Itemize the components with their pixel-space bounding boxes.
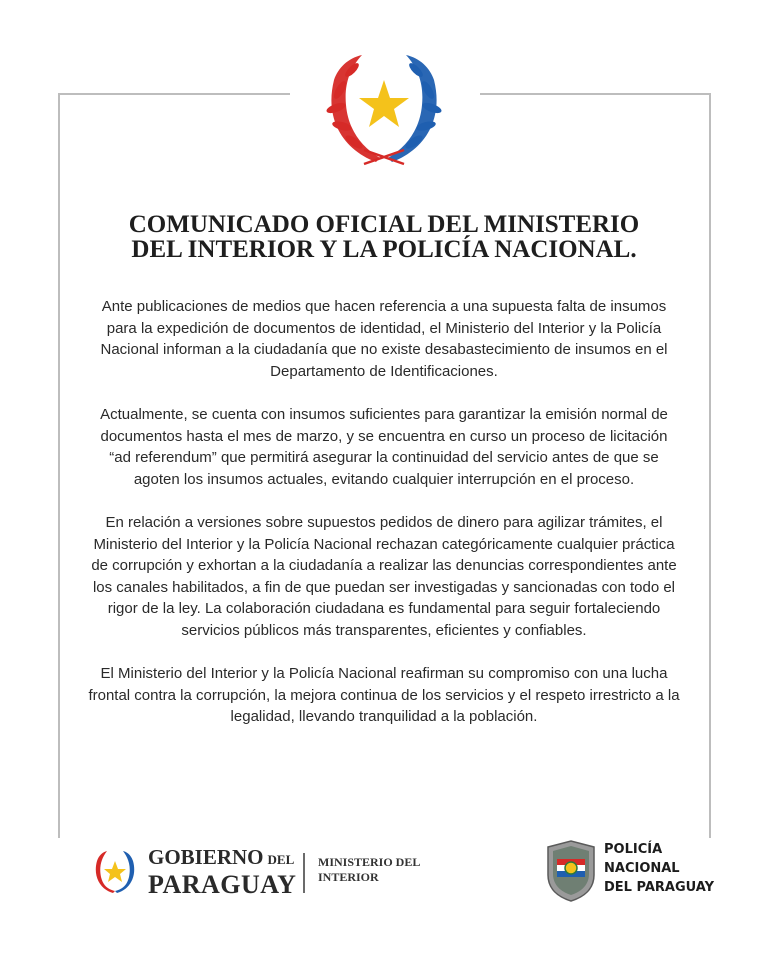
document-body bbox=[88, 296, 680, 750]
ministry-wordmark bbox=[318, 855, 420, 885]
frame-right bbox=[709, 93, 711, 838]
police-line: DEL PARAGUAY bbox=[604, 880, 715, 895]
paragraph: Actualmente, se cuenta con insumos suficientes para garantizar la emisión normal de documentos hasta el mes de marzo, y se encuentra en curso un proceso de licitación “ad referendum” que permitirá asegurar la continuidad del servicio antes de que se agoten los insumos actuales, evitando cualquier interrupción en el proceso. bbox=[100, 406, 668, 488]
policia-nacional-shield-badge-icon bbox=[544, 839, 598, 903]
paragraph: En relación a versiones sobre supuestos pedidos de dinero para agilizar trámites, el Ministerio del Interior y la Policía Nacional rechazan categóricamente cualquier práctica de corrupción y exhortan a la ciudadanía a realizar las denuncias correspondientes ante los canales habilitados, a fin de que puedan ser investigadas y sancionadas con todo el rigor de la ley. La colaboración ciudadana es fundamental para seguir fortaleciendo servicios públicos más transparentes, eficientes y confiables. bbox=[91, 514, 677, 639]
police-line: NACIONAL bbox=[604, 861, 680, 876]
title-line: COMUNICADO OFICIAL DEL MINISTERIO bbox=[128, 211, 640, 238]
footer-divider bbox=[303, 853, 305, 893]
police-line: POLICÍA bbox=[604, 842, 663, 857]
ministry-line: INTERIOR bbox=[318, 870, 379, 884]
gobierno-wordmark bbox=[148, 846, 296, 899]
paragraph: El Ministerio del Interior y la Policía Nacional reafirman su compromiso con una lucha frontal contra la corrupción, la mejora continua de los servicios y el respeto irrestricto a la legalidad, llevando tranquilidad a la población. bbox=[88, 665, 680, 725]
paragraph: Ante publicaciones de medios que hacen referencia a una supuesta falta de insumos para la expedición de documentos de identidad, el Ministerio del Interior y la Policía Nacional informan a la ciudadanía que no existe desabastecimiento de insumos en el Departamento de Identificaciones. bbox=[100, 298, 668, 380]
document-title bbox=[80, 212, 688, 262]
gobierno-label: GOBIERNO bbox=[148, 845, 264, 869]
paraguay-label: PARAGUAY bbox=[148, 870, 297, 899]
del-label: DEL bbox=[267, 852, 295, 867]
paraguay-star-wreath-emblem-icon bbox=[314, 50, 454, 170]
frame-top-right bbox=[480, 93, 711, 95]
frame-top-left bbox=[58, 93, 290, 95]
title-line: DEL INTERIOR Y LA POLICÍA NACIONAL. bbox=[131, 236, 637, 263]
footer bbox=[0, 835, 768, 960]
frame-left bbox=[58, 93, 60, 838]
police-wordmark bbox=[604, 840, 714, 897]
gobierno-paraguay-star-logo-icon bbox=[91, 849, 139, 895]
ministry-line: MINISTERIO DEL bbox=[318, 855, 421, 869]
